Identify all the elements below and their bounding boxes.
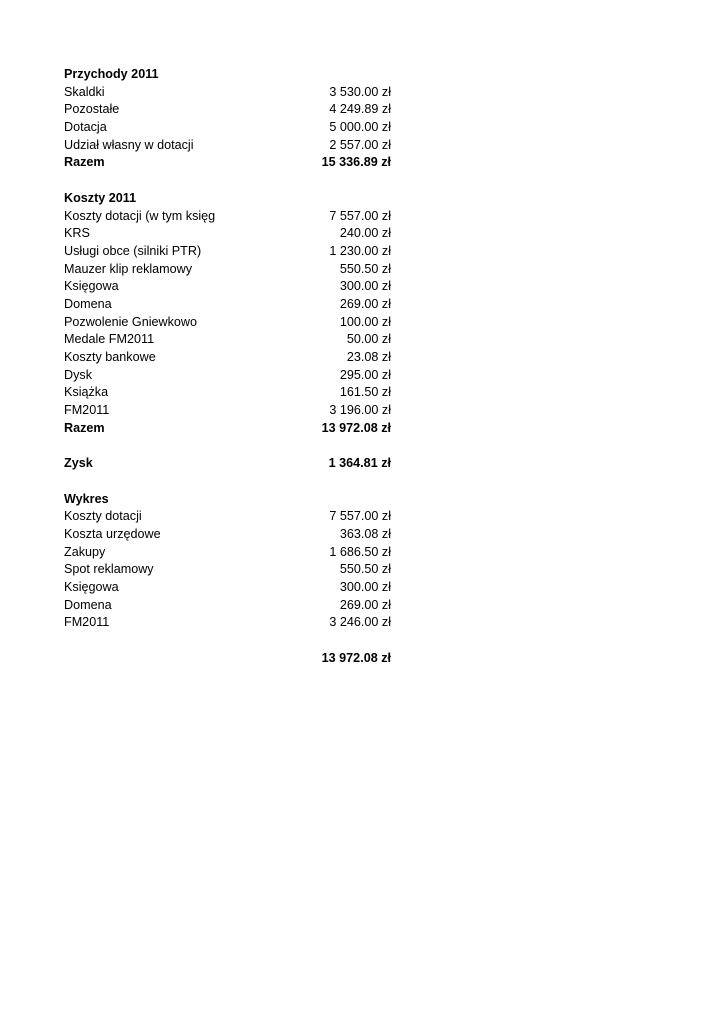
row-label: Księgowa (64, 579, 119, 594)
chart-data-row (64, 614, 392, 632)
row-label: Domena (64, 597, 112, 612)
chart-data-section (64, 491, 392, 633)
row-label: Usługi obce (silniki PTR) (64, 243, 202, 258)
row-value: 23.08 zł (346, 350, 391, 364)
row-label: Skaldki (64, 84, 105, 99)
profit-row (64, 455, 392, 473)
row-label: KRS (64, 226, 90, 241)
chart-data-row (64, 561, 392, 579)
row-label: Zakupy (64, 544, 106, 559)
cost-row (64, 349, 392, 367)
row-label: Udział własny w dotacji (64, 137, 194, 152)
chart-data-heading: Wykres (64, 491, 109, 506)
income-heading: Przychody 2011 (64, 67, 159, 81)
spreadsheet-sheet (64, 66, 392, 667)
row-value: 7 557.00 zł (329, 509, 391, 524)
row-spacer (64, 473, 392, 491)
cost-row (64, 331, 392, 349)
costs-total-row (64, 420, 392, 438)
row-value: 363.08 zł (339, 526, 391, 541)
total-label: Razem (64, 155, 105, 170)
row-value: 300.00 zł (339, 579, 391, 594)
row-label: Koszta urzędowe (64, 526, 161, 541)
cost-row (64, 384, 392, 402)
cost-row (64, 367, 392, 385)
cost-row (64, 261, 392, 279)
chart-data-row (64, 508, 392, 526)
cost-row (64, 402, 392, 420)
row-value: 550.50 zł (339, 261, 391, 276)
row-label: Medale FM2011 (64, 332, 155, 347)
chart-data-total-row (64, 650, 392, 668)
cost-row (64, 208, 392, 226)
income-row (64, 119, 392, 137)
chart-data-row (64, 597, 392, 615)
row-value: 2 557.00 zł (329, 137, 391, 152)
row-value: 1 686.50 zł (329, 544, 391, 559)
row-value: 161.50 zł (339, 385, 391, 400)
row-label: Koszty dotacji (w tym księg (64, 208, 216, 223)
row-value: 550.50 zł (339, 562, 391, 577)
profit-value: 1 364.81 zł (328, 456, 391, 471)
row-value: 3 530.00 zł (329, 84, 391, 99)
row-spacer (64, 632, 392, 650)
row-value: 1 230.00 zł (329, 243, 391, 258)
row-label: Książka (64, 385, 109, 400)
row-value: 7 557.00 zł (329, 208, 391, 223)
row-label: Pozostałe (64, 102, 120, 117)
row-value: 3 196.00 zł (329, 403, 391, 418)
row-value: 269.00 zł (339, 296, 391, 311)
row-label: Spot reklamowy (64, 562, 154, 577)
cost-row (64, 314, 392, 332)
row-label: Mauzer klip reklamowy (64, 261, 193, 276)
cost-row (64, 296, 392, 314)
row-spacer (64, 437, 392, 455)
row-label: FM2011 (64, 615, 110, 630)
cost-row (64, 225, 392, 243)
total-value: 13 972.08 zł (321, 650, 391, 665)
row-value: 4 249.89 zł (329, 102, 391, 117)
row-label: FM2011 (64, 403, 110, 418)
row-value: 300.00 zł (339, 279, 391, 294)
costs-heading: Koszty 2011 (64, 190, 137, 205)
row-label: Dotacja (64, 120, 107, 135)
row-value: 5 000.00 zł (329, 120, 391, 135)
row-value: 295.00 zł (339, 367, 391, 382)
row-value: 3 246.00 zł (329, 615, 391, 630)
total-value: 15 336.89 zł (321, 155, 391, 170)
row-spacer (64, 172, 392, 190)
row-label: Domena (64, 296, 112, 311)
income-row (64, 101, 392, 119)
chart-data-row (64, 579, 392, 597)
row-value: 100.00 zł (339, 314, 391, 329)
row-label: Koszty dotacji (64, 509, 142, 524)
row-label: Koszty bankowe (64, 350, 156, 364)
income-total-row (64, 154, 392, 172)
row-label: Dysk (64, 367, 92, 382)
income-row (64, 84, 392, 102)
row-label: Księgowa (64, 279, 119, 294)
cost-row (64, 278, 392, 296)
costs-section (64, 190, 392, 438)
profit-label: Zysk (64, 456, 93, 471)
income-section (64, 66, 392, 172)
row-value: 50.00 zł (346, 332, 391, 347)
chart-data-row (64, 526, 392, 544)
row-value: 240.00 zł (339, 226, 391, 241)
chart-data-row (64, 544, 392, 562)
total-value: 13 972.08 zł (321, 420, 391, 435)
cost-row (64, 243, 392, 261)
total-label: Razem (64, 420, 105, 435)
row-label: Pozwolenie Gniewkowo (64, 314, 198, 329)
income-row (64, 137, 392, 155)
row-value: 269.00 zł (339, 597, 391, 612)
